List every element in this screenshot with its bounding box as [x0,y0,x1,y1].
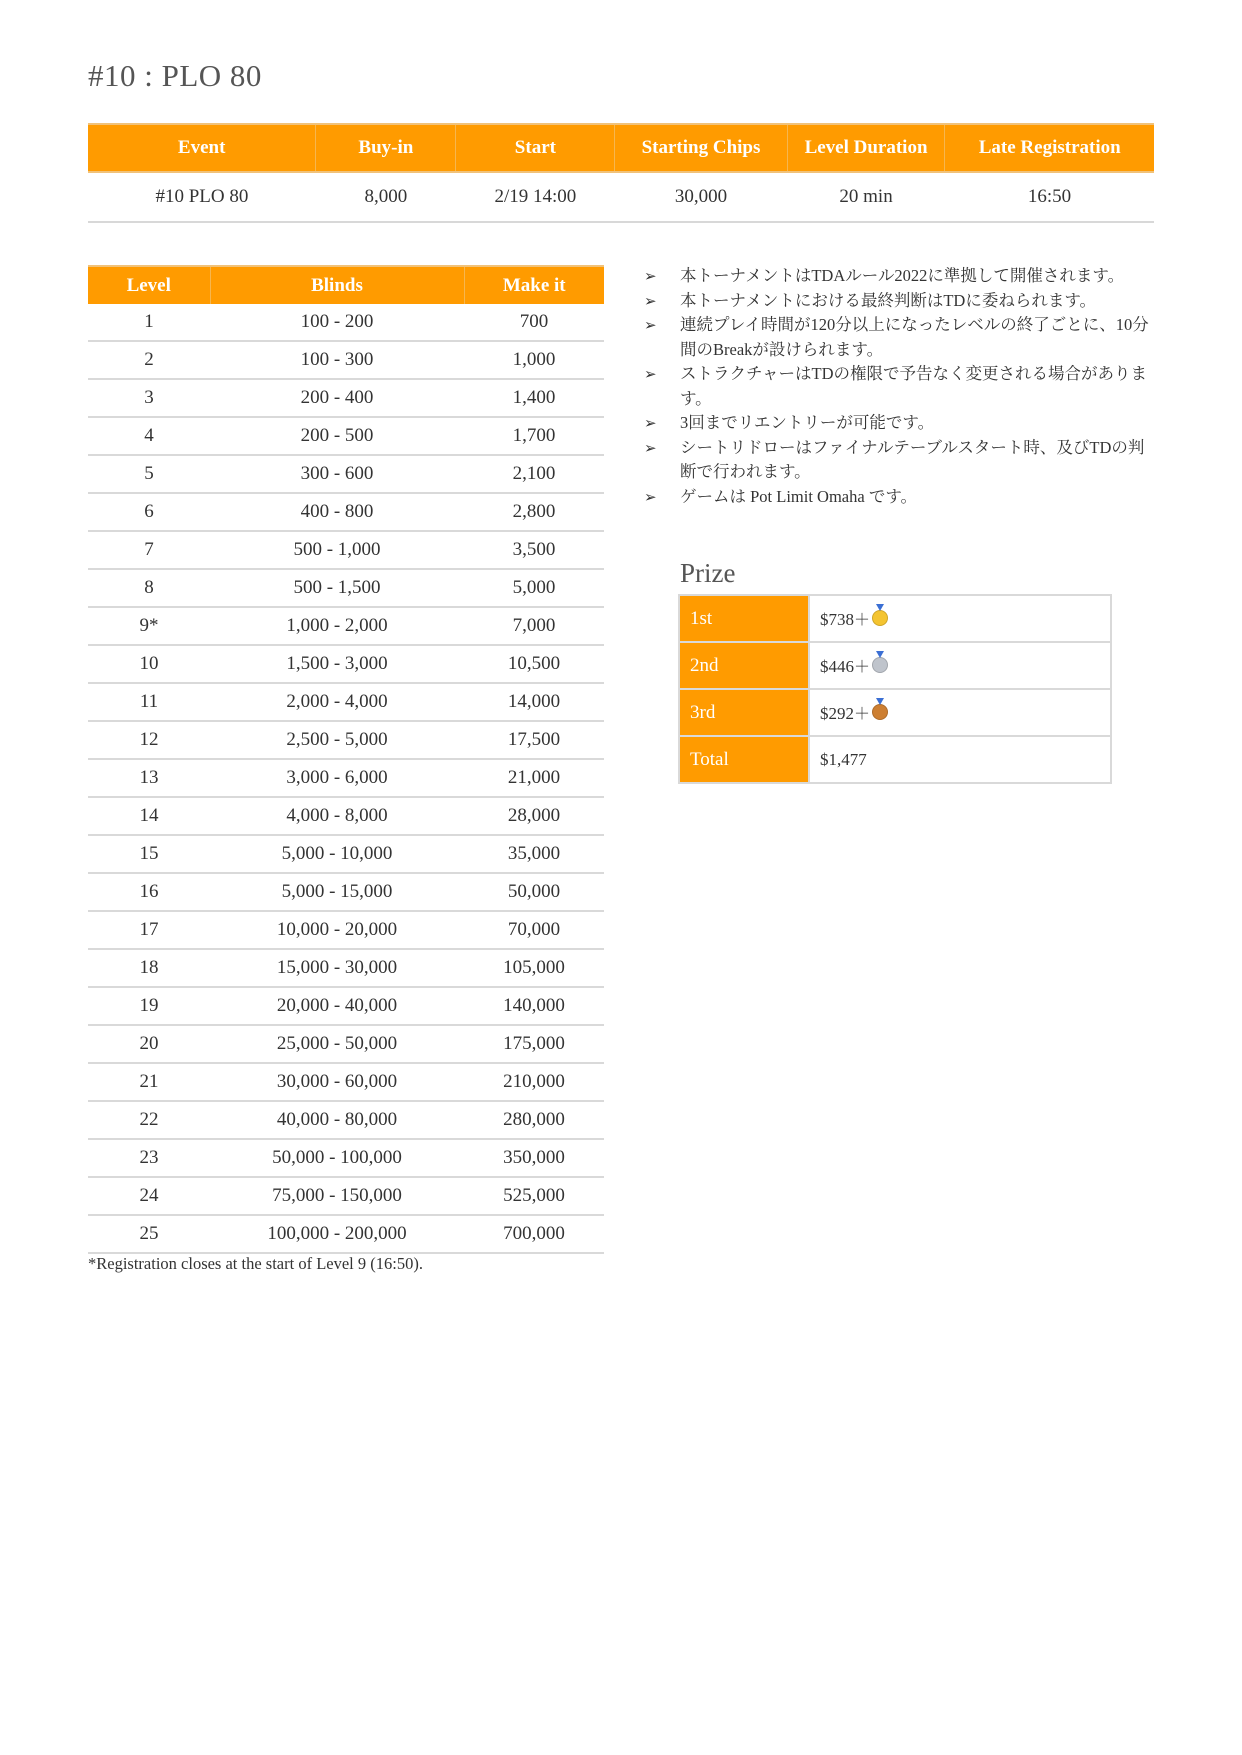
list-item [640,362,1160,411]
level-cell: 10 [88,645,210,683]
plus-sign: ＋ [854,657,871,676]
level-cell: 5 [88,455,210,493]
make-it-cell: 1,000 [464,341,604,379]
plus-sign: ＋ [854,704,871,723]
prize-place: 2nd [679,642,809,689]
make-it-cell: 21,000 [464,759,604,797]
make-it-cell: 105,000 [464,949,604,987]
table-row [88,1063,604,1101]
rule-text: 3回までリエントリーが可能です。 [680,413,935,432]
make-it-cell: 700,000 [464,1215,604,1253]
prize-table [678,594,1112,784]
prize-amount: $1,477 [820,749,867,769]
table-row [88,1139,604,1177]
rule-text: ストラクチャーはTDの権限で予告なく変更される場合があります。 [680,364,1147,408]
silver-medal-icon [872,657,888,673]
make-it-cell: 10,500 [464,645,604,683]
start-value: 2/19 14:00 [456,172,615,222]
blinds-cell: 1,500 - 3,000 [210,645,464,683]
table-row [88,531,604,569]
level-cell: 2 [88,341,210,379]
list-item [640,436,1160,485]
level-cell: 20 [88,1025,210,1063]
level-cell: 16 [88,873,210,911]
blinds-cell: 100 - 300 [210,341,464,379]
make-it-cell: 7,000 [464,607,604,645]
arrow-bullet-icon: ➢ [644,487,657,506]
blinds-cell: 1,000 - 2,000 [210,607,464,645]
rule-text: シートリドローはファイナルテーブルスタート時、及びTDの判断で行われます。 [680,437,1145,481]
list-item [640,411,1160,436]
level-cell: 21 [88,1063,210,1101]
blinds-cell: 2,500 - 5,000 [210,721,464,759]
level-cell: 3 [88,379,210,417]
make-it-cell: 70,000 [464,911,604,949]
make-it-cell: 350,000 [464,1139,604,1177]
prize-amount-cell [809,736,1111,783]
header-level: Level [88,266,210,304]
make-it-cell: 525,000 [464,1177,604,1215]
table-row [88,645,604,683]
event-info-table [88,123,1154,223]
header-blinds: Blinds [210,266,464,304]
blinds-cell: 300 - 600 [210,455,464,493]
blinds-cell: 40,000 - 80,000 [210,1101,464,1139]
table-row [88,721,604,759]
prize-place: 1st [679,595,809,642]
make-it-cell: 17,500 [464,721,604,759]
blinds-cell: 3,000 - 6,000 [210,759,464,797]
arrow-bullet-icon: ➢ [644,291,657,310]
blinds-cell: 25,000 - 50,000 [210,1025,464,1063]
level-cell: 12 [88,721,210,759]
make-it-cell: 5,000 [464,569,604,607]
make-it-cell: 28,000 [464,797,604,835]
level-cell: 24 [88,1177,210,1215]
starting-chips-value: 30,000 [615,172,787,222]
make-it-cell: 1,700 [464,417,604,455]
prize-amount-cell [809,642,1111,689]
level-cell: 13 [88,759,210,797]
make-it-cell: 1,400 [464,379,604,417]
header-make-it: Make it [464,266,604,304]
header-start: Start [456,124,615,172]
list-item [640,264,1160,289]
table-row [88,683,604,721]
blinds-cell: 200 - 400 [210,379,464,417]
level-cell: 8 [88,569,210,607]
table-row [88,1215,604,1253]
prize-place: Total [679,736,809,783]
rule-text: 本トーナメントはTDAルール2022に準拠して開催されます。 [680,266,1125,285]
table-row [88,304,604,341]
gold-medal-icon [872,610,888,626]
blinds-cell: 15,000 - 30,000 [210,949,464,987]
prize-place: 3rd [679,689,809,736]
prize-title: Prize [680,558,736,588]
arrow-bullet-icon: ➢ [644,365,657,383]
prize-row [679,595,1111,642]
level-cell: 19 [88,987,210,1025]
level-cell: 11 [88,683,210,721]
level-cell: 15 [88,835,210,873]
rule-text: 本トーナメントにおける最終判断はTDに委ねられます。 [680,290,1097,310]
level-cell: 1 [88,304,210,341]
level-duration-value: 20 min [787,172,945,222]
prize-amount-cell [809,689,1111,736]
make-it-cell: 280,000 [464,1101,604,1139]
table-row [88,873,604,911]
registration-footnote: *Registration closes at the start of Level 9 (16:50). [88,1254,423,1273]
level-cell: 22 [88,1101,210,1139]
table-row [88,987,604,1025]
blinds-cell: 400 - 800 [210,493,464,531]
blinds-cell: 20,000 - 40,000 [210,987,464,1025]
prize-amount: $446 [820,657,854,676]
event-header-row [88,124,1154,172]
level-cell: 14 [88,797,210,835]
table-row [88,759,604,797]
prize-amount: $738 [820,610,854,629]
table-row [88,911,604,949]
rules-list [640,264,1160,509]
blinds-cell: 100,000 - 200,000 [210,1215,464,1253]
table-row [88,569,604,607]
blinds-cell: 100 - 200 [210,304,464,341]
list-item [640,485,1160,510]
prize-row [679,689,1111,736]
level-cell: 18 [88,949,210,987]
table-row [88,835,604,873]
blind-structure-table [88,265,604,1254]
bronze-medal-icon [872,704,888,720]
make-it-cell: 140,000 [464,987,604,1025]
plus-sign: ＋ [854,610,871,629]
header-late-registration: Late Registration [945,124,1154,172]
table-row [88,493,604,531]
arrow-bullet-icon: ➢ [644,414,657,432]
level-cell: 17 [88,911,210,949]
arrow-bullet-icon: ➢ [644,438,657,457]
table-row [88,379,604,417]
arrow-bullet-icon: ➢ [644,267,657,285]
prize-row [679,642,1111,689]
blinds-cell: 2,000 - 4,000 [210,683,464,721]
header-level-duration: Level Duration [787,124,945,172]
table-row [88,417,604,455]
list-item [640,313,1160,362]
make-it-cell: 210,000 [464,1063,604,1101]
event-name: #10 PLO 80 [88,172,316,222]
list-item [640,289,1160,314]
blinds-cell: 75,000 - 150,000 [210,1177,464,1215]
blinds-cell: 500 - 1,000 [210,531,464,569]
table-row [88,1101,604,1139]
prize-amount: $292 [820,704,854,723]
level-cell: 7 [88,531,210,569]
make-it-cell: 2,100 [464,455,604,493]
blinds-cell: 5,000 - 15,000 [210,873,464,911]
arrow-bullet-icon: ➢ [644,316,657,334]
level-cell: 6 [88,493,210,531]
prize-row [679,736,1111,783]
prize-amount-cell [809,595,1111,642]
table-row [88,949,604,987]
blinds-cell: 4,000 - 8,000 [210,797,464,835]
blinds-cell: 10,000 - 20,000 [210,911,464,949]
rule-text: 連続プレイ時間が120分以上になったレベルの終了ごとに、10分間のBreakが設けられます。 [680,315,1149,359]
rule-text: ゲームは Pot Limit Omaha です。 [680,486,918,506]
level-cell: 9* [88,607,210,645]
make-it-cell: 2,800 [464,493,604,531]
blinds-cell: 30,000 - 60,000 [210,1063,464,1101]
make-it-cell: 175,000 [464,1025,604,1063]
level-cell: 23 [88,1139,210,1177]
buy-in-value: 8,000 [316,172,456,222]
blinds-cell: 200 - 500 [210,417,464,455]
table-row [88,1025,604,1063]
header-starting-chips: Starting Chips [615,124,787,172]
table-row [88,1177,604,1215]
make-it-cell: 50,000 [464,873,604,911]
blinds-cell: 500 - 1,500 [210,569,464,607]
header-event: Event [88,124,316,172]
table-row [88,797,604,835]
make-it-cell: 3,500 [464,531,604,569]
make-it-cell: 700 [464,304,604,341]
table-row [88,607,604,645]
make-it-cell: 35,000 [464,835,604,873]
level-cell: 4 [88,417,210,455]
table-row [88,341,604,379]
level-cell: 25 [88,1215,210,1253]
make-it-cell: 14,000 [464,683,604,721]
event-data-row [88,172,1154,222]
late-registration-value: 16:50 [945,172,1154,222]
header-buy-in: Buy-in [316,124,456,172]
blinds-cell: 5,000 - 10,000 [210,835,464,873]
blinds-header-row [88,266,604,304]
table-row [88,455,604,493]
page-title: #10 : PLO 80 [88,58,262,93]
blinds-cell: 50,000 - 100,000 [210,1139,464,1177]
